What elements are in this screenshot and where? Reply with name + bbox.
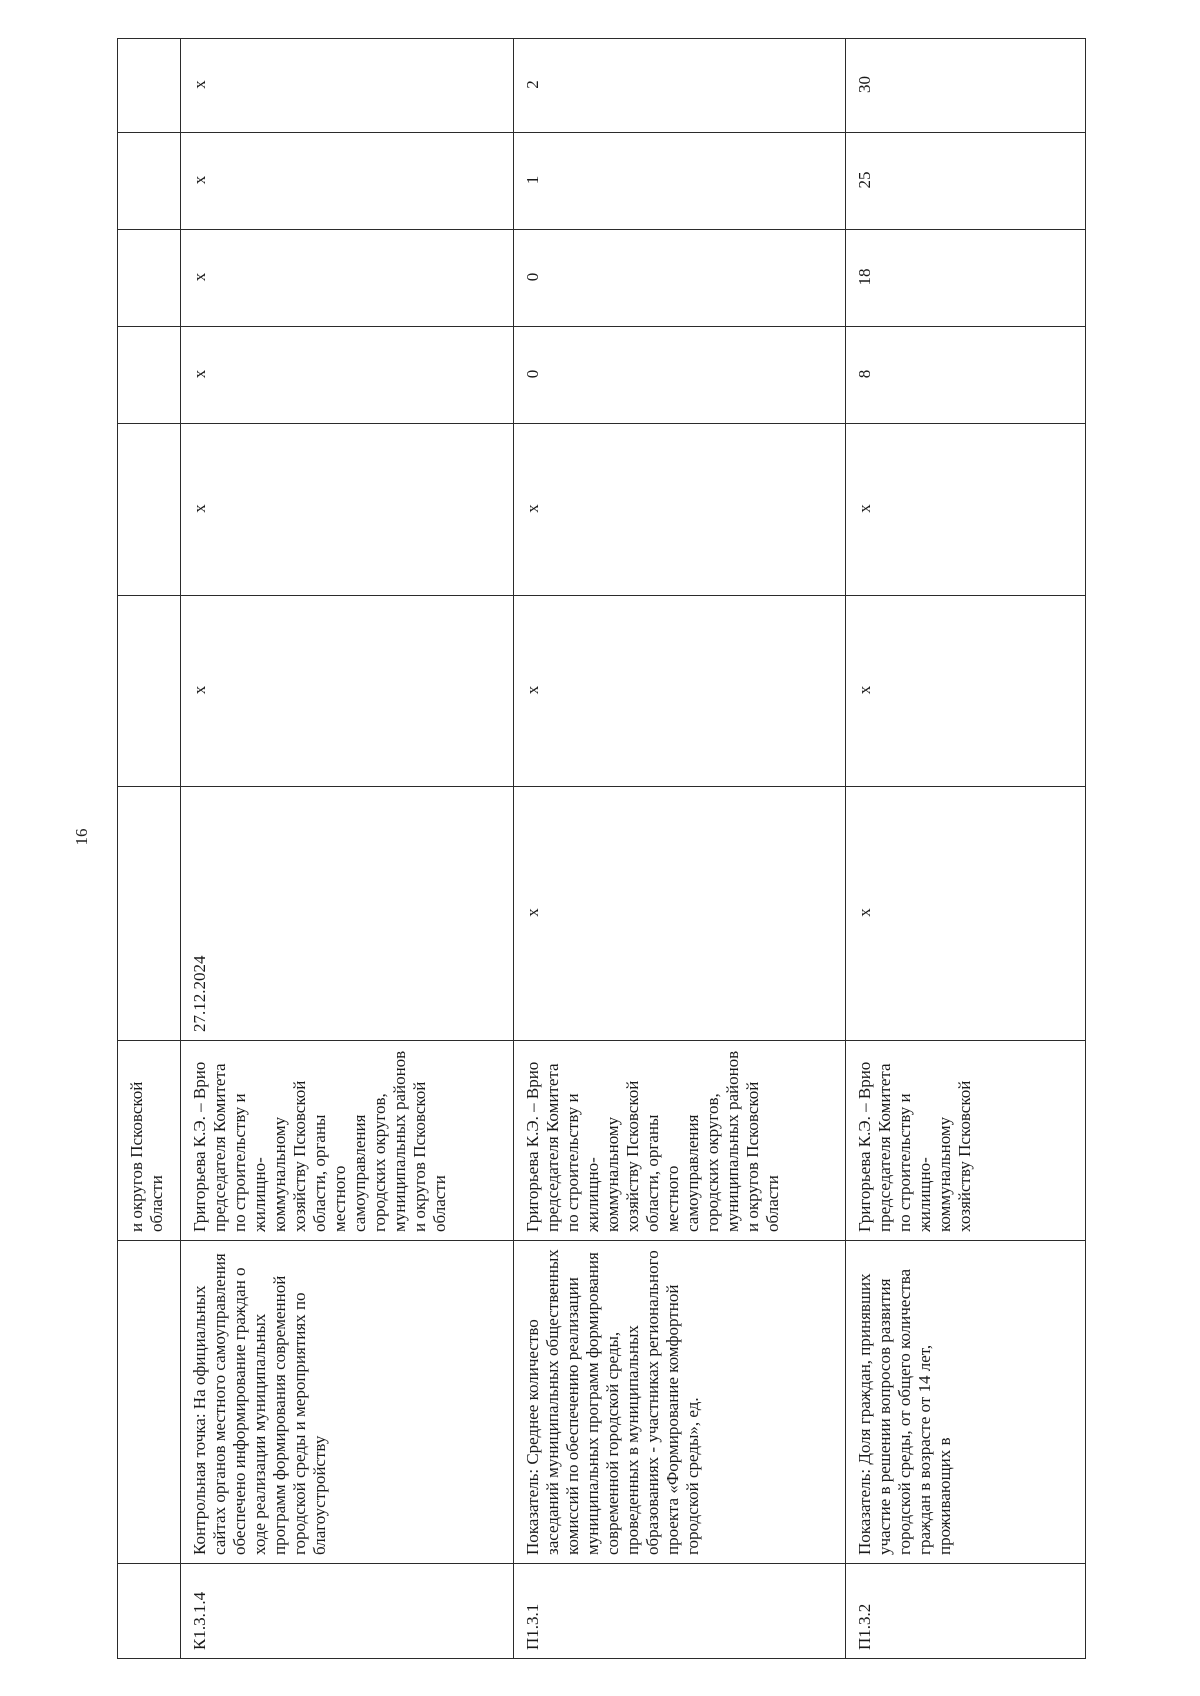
responsible-cell: Григорьева К.Э. – Врио председателя Комитета по строительству и жилищно-коммунальному хозяйству Псковской области, органы местного самоуправления городских округов, муниципальных районов и округов Псковской области	[181, 1041, 514, 1241]
value-cell: 0	[514, 230, 846, 327]
value-cell: х	[846, 424, 1086, 596]
table-cell	[118, 327, 181, 424]
value-cell: х	[181, 424, 514, 596]
value-cell: 1	[514, 133, 846, 230]
value-cell: х	[181, 327, 514, 424]
responsible-cell: и округов Псковской области	[118, 1041, 181, 1241]
responsible-cell: Григорьева К.Э. – Врио председателя Комитета по строительству и жилищно-коммунальному хозяйству Псковской	[846, 1041, 1086, 1241]
table-row	[846, 39, 1086, 1659]
value-cell: 8	[846, 327, 1086, 424]
value-cell: 25	[846, 133, 1086, 230]
value-cell: х	[181, 596, 514, 787]
table-cell	[118, 133, 181, 230]
table-cell	[118, 1564, 181, 1659]
table-cell	[118, 424, 181, 596]
table-cell	[118, 596, 181, 787]
value-cell: 18	[846, 230, 1086, 327]
table-row	[118, 39, 181, 1659]
page-number: 16	[72, 828, 91, 846]
row-id: П1.3.2	[846, 1564, 1086, 1659]
date-cell: х	[514, 787, 846, 1041]
table-cell	[118, 1241, 181, 1564]
value-cell: 0	[514, 327, 846, 424]
table-cell	[118, 787, 181, 1041]
row-description: Контрольная точка: На официальных сайтах органов местного самоуправления обеспечено информирование граждан о ходе реализации муниципальных программ формирования современной городской среды и мероприятиях по благоустройству	[181, 1241, 514, 1564]
value-cell: х	[181, 39, 514, 133]
value-cell: х	[514, 424, 846, 596]
rotated-table-wrapper	[117, 39, 1085, 1659]
table-row	[181, 39, 514, 1659]
table-cell	[118, 230, 181, 327]
date-cell: 27.12.2024	[181, 787, 514, 1041]
row-id: К1.3.1.4	[181, 1564, 514, 1659]
responsible-cell: Григорьева К.Э. – Врио председателя Комитета по строительству и жилищно-коммунальному хозяйству Псковской области, органы местного самоуправления городских округов, муниципальных районов и округов Псковской области	[514, 1041, 846, 1241]
value-cell: х	[846, 596, 1086, 787]
value-cell: 30	[846, 39, 1086, 133]
plan-table	[117, 38, 1086, 1659]
date-cell: х	[846, 787, 1086, 1041]
value-cell: х	[181, 230, 514, 327]
table-cell	[118, 39, 181, 133]
row-id: П1.3.1	[514, 1564, 846, 1659]
value-cell: 2	[514, 39, 846, 133]
row-description: Показатель: Доля граждан, принявших участие в решении вопросов развития городской среды, от общего количества граждан в возрасте от 14 лет, проживающих в	[846, 1241, 1086, 1564]
table-row	[514, 39, 846, 1659]
row-description: Показатель: Среднее количество заседаний муниципальных общественных комиссий по обеспечению реализации муниципальных программ формирования современной городской среды, проведенных в муниципальных образованиях - участниках регионального проекта «Формирование комфортной городской среды», ед.	[514, 1241, 846, 1564]
value-cell: х	[514, 596, 846, 787]
value-cell: х	[181, 133, 514, 230]
